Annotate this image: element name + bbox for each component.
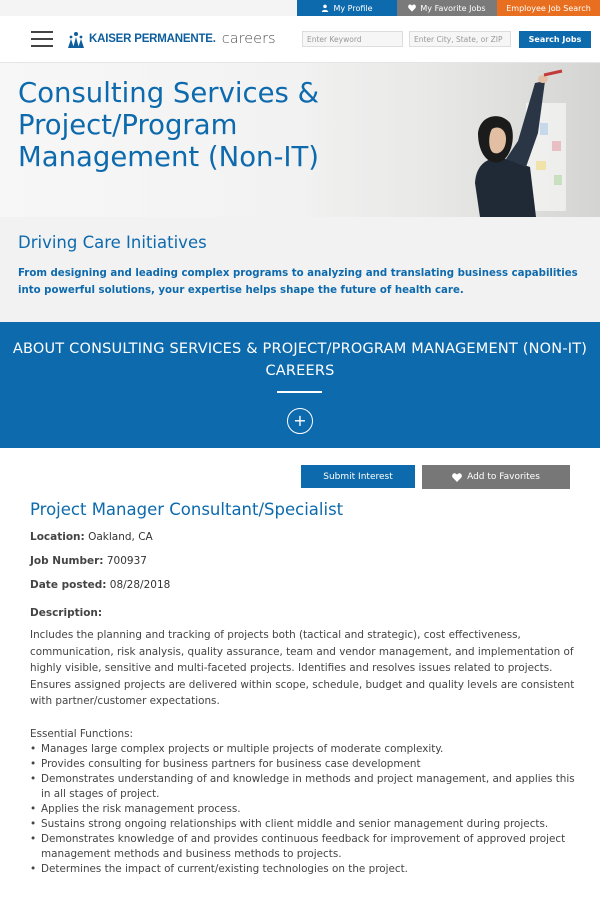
my-favorite-jobs-label: My Favorite Jobs (420, 3, 486, 13)
location-placeholder: Enter City, State, or ZIP (414, 34, 503, 44)
heart-icon (408, 4, 416, 12)
job-number-label: Job Number: (30, 555, 104, 567)
my-favorite-jobs-link[interactable] (397, 0, 497, 16)
keyword-input[interactable] (302, 31, 403, 47)
hero-banner (0, 63, 600, 217)
plus-circle-icon[interactable]: + (287, 408, 313, 434)
location-value: Oakland, CA (88, 531, 153, 543)
add-to-favorites-button[interactable] (422, 465, 570, 489)
list-item: • Determines the impact of current/existing technologies on the project. (30, 862, 575, 877)
about-divider (277, 391, 322, 393)
employee-job-search-link[interactable] (497, 0, 600, 16)
list-item: • Sustains strong ongoing relationships with client middle and senior management during projects. (30, 817, 575, 832)
description-label: Description: (30, 607, 103, 619)
kp-logo-icon (67, 31, 85, 48)
job-details (30, 500, 575, 877)
page-title: Consulting Services & Project/Program Management (Non-IT) (18, 77, 320, 173)
add-to-favorites-label: Add to Favorites (467, 472, 540, 482)
logo-careers: careers (221, 31, 276, 47)
date-label: Date posted: (30, 579, 107, 591)
logo-text: KAISER PERMANENTE. (89, 33, 216, 45)
intro-section (0, 217, 600, 322)
about-section (0, 322, 600, 448)
keyword-placeholder: Enter Keyword (307, 34, 362, 44)
submit-interest-button[interactable]: Submit Interest (301, 465, 415, 488)
job-date (30, 578, 575, 593)
utility-bar (0, 0, 600, 16)
site-header (0, 16, 600, 63)
search-jobs-button[interactable]: Search Jobs (519, 31, 591, 48)
kp-careers-logo[interactable] (67, 29, 276, 49)
about-title: ABOUT CONSULTING SERVICES & PROJECT/PROGRAM MANAGEMENT (NON-IT) CAREERS (12, 341, 588, 379)
person-icon (321, 4, 329, 12)
job-location (30, 530, 575, 545)
list-item: • Provides consulting for business partners for business case development (30, 757, 575, 772)
list-item: • Demonstrates knowledge of and provides continuous feedback for improvement of approved project management methods and business methods to projects. (30, 832, 575, 862)
description-text: Includes the planning and tracking of projects both (tactical and strategic), cost effectiveness, communication, risk analysis, quality assurance, team and vendor management, and implementation of highly visible, sensitive and multi-faceted projects. Identifies and resolves issues related to projects. Ensures assigned projects are delivered within scope, schedule, budget and quality levels are consistent with partner/customer expectations. (30, 629, 575, 707)
essential-functions-list (30, 742, 575, 877)
list-item: • Manages large complex projects or multiple projects of moderate complexity. (30, 742, 575, 757)
essential-functions-label: Essential Functions: (30, 727, 133, 740)
my-profile-link[interactable] (297, 0, 397, 16)
employee-job-search-label: Employee Job Search (506, 3, 591, 13)
date-value: 08/28/2018 (109, 579, 171, 591)
location-label: Location: (30, 531, 85, 543)
job-number (30, 554, 575, 569)
location-input[interactable] (409, 31, 511, 47)
hamburger-icon[interactable] (31, 31, 53, 47)
list-item: • Demonstrates understanding of and knowledge in methods and project management, and applies this in all stages of project. (30, 772, 575, 802)
list-item: • Applies the risk management process. (30, 802, 575, 817)
intro-heading: Driving Care Initiatives (18, 233, 207, 252)
heart-icon (452, 473, 462, 482)
my-profile-label: My Profile (333, 3, 373, 13)
job-number-value: 700937 (106, 555, 147, 567)
intro-text: From designing and leading complex programs to analyzing and translating business capabilities into powerful solutions, your expertise helps shape the future of health care. (18, 268, 578, 296)
job-title: Project Manager Consultant/Specialist (30, 500, 344, 519)
